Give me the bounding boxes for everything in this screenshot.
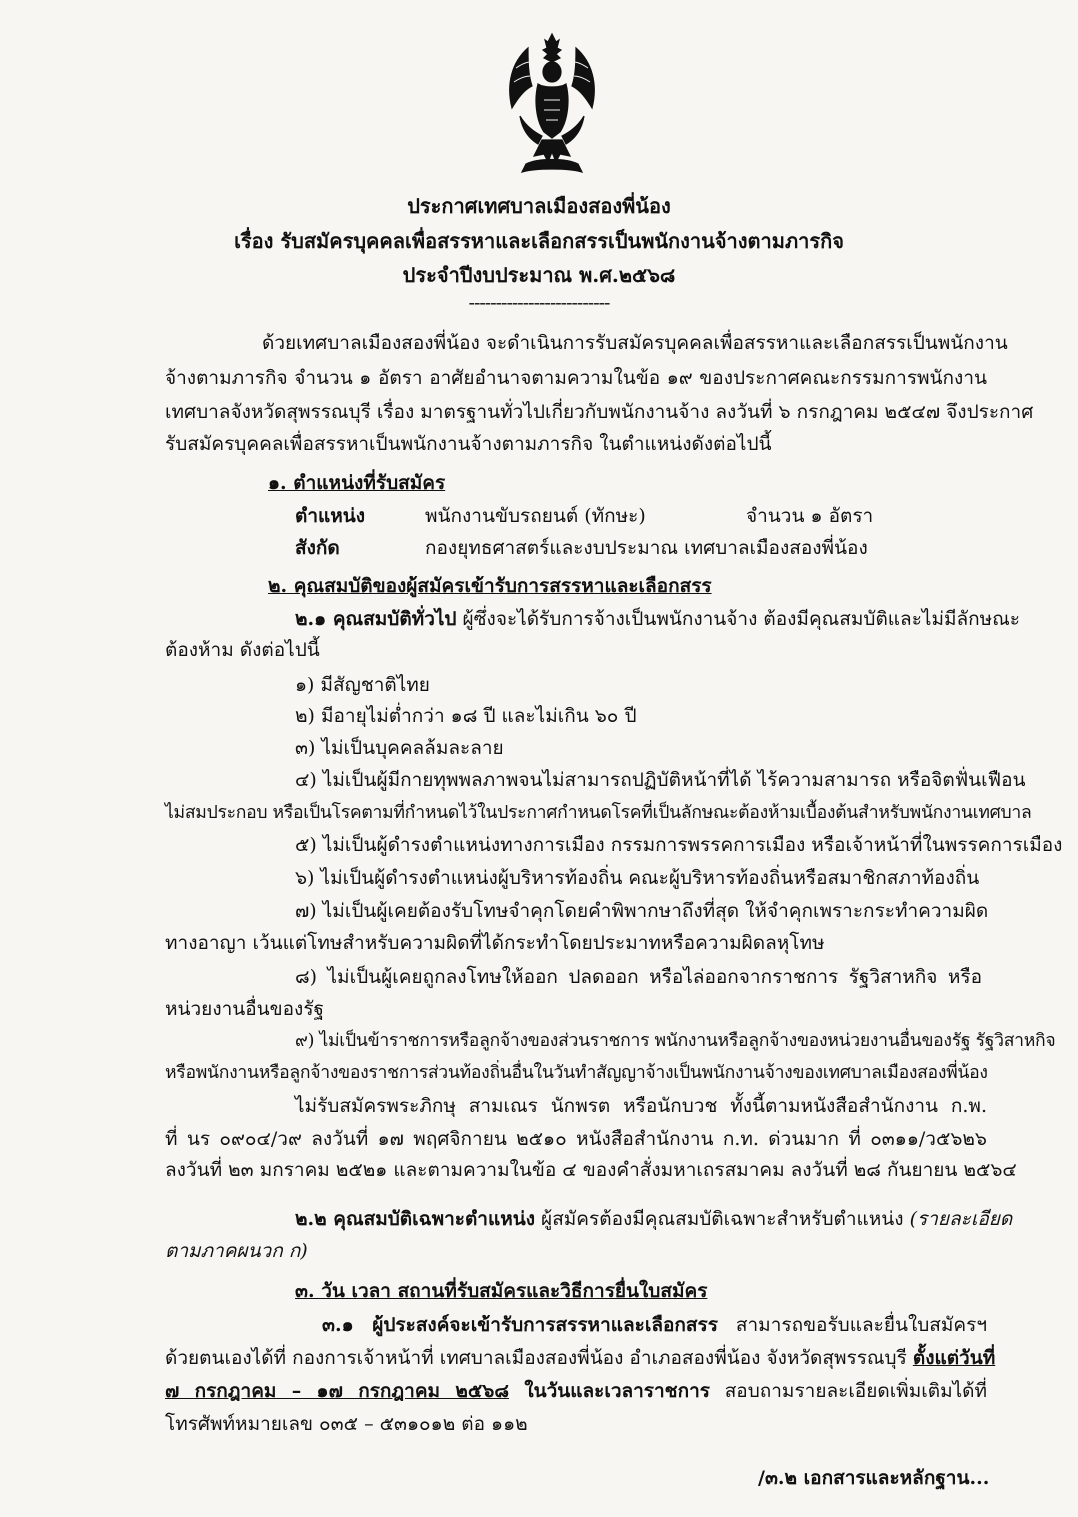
qualification-item-continued: ทางอาญา เว้นแต่โทษสำหรับความผิดที่ได้กระทำโดยประมาทหรือความผิดลหุโทษ [165,932,825,954]
section-1-heading: ๑. ตำแหน่งที่รับสมัคร [268,472,446,494]
monk-exclusion-line-3: ลงวันที่ ๒๓ มกราคม ๒๕๒๑ และตามความในข้อ ๔ ของคำสั่งมหาเถรสมาคม ลงวันที่ ๒๘ กันยายน ๒๕๖๔ [165,1159,1017,1181]
specific-qualification-text: ผู้สมัครต้องมีคุณสมบัติเฉพาะสำหรับตำแหน่ง [535,1208,910,1230]
section-3-heading: ๓. วัน เวลา สถานที่รับสมัครและวิธีการยื่นใบสมัคร [295,1280,708,1302]
specific-qualification-line-1 [295,1206,1013,1232]
position-value: พนักงานขับรถยนต์ (ทักษะ) [425,505,646,527]
application-sub-text: สามารถขอรับและยื่นใบสมัครฯ [717,1314,987,1336]
specific-qualification-line-2: ตามภาคผนวก ก) [165,1240,308,1262]
qualification-item: ๓) ไม่เป็นบุคคลล้มละลาย [295,737,504,759]
application-line-2 [165,1345,996,1371]
page-continuation: /๓.๒ เอกสารและหลักฐาน... [758,1467,990,1489]
application-location: ด้วยตนเองได้ที่ กองการเจ้าหน้าที่ เทศบาลเมืองสองพี่น้อง อำเภอสองพี่น้อง จังหวัดสุพรรณบุรี [165,1347,913,1369]
position-count: จำนวน ๑ อัตรา [746,505,874,527]
specific-qualification-label: ๒.๒ คุณสมบัติเฉพาะตำแหน่ง [295,1208,536,1230]
qualification-item: ๕) ไม่เป็นผู้ดำรงตำแหน่งทางการเมือง กรรมการพรรคการเมือง หรือเจ้าหน้าที่ในพรรคการเมือง [295,834,1063,856]
qualification-item: ๗) ไม่เป็นผู้เคยต้องรับโทษจำคุกโดยคำพิพากษาถึงที่สุด ให้จำคุกเพราะกระทำความผิด [295,900,989,922]
application-start-label: ตั้งแต่วันที่ [912,1347,996,1369]
intro-line-1: ด้วยเทศบาลเมืองสองพี่น้อง จะดำเนินการรับสมัครบุคคลเพื่อสรรหาและเลือกสรรเป็นพนักงาน [262,332,1008,354]
qualification-item: ๙) ไม่เป็นข้าราชการหรือลูกจ้างของส่วนราชการ พนักงานหรือลูกจ้างของหน่วยงานอื่นของรัฐ รัฐวิสาหกิจ [295,1031,1056,1051]
qualification-item: ๑) มีสัญชาติไทย [295,674,430,696]
affiliation-value: กองยุทธศาสตร์และงบประมาณ เทศบาลเมืองสองพี่น้อง [425,537,868,559]
qualification-item-continued: หน่วยงานอื่นของรัฐ [165,998,325,1020]
intro-line-4: รับสมัครบุคคลเพื่อสรรหาเป็นพนักงานจ้างตามภารกิจ ในตำแหน่งดังต่อไปนี้ [165,433,772,455]
application-hours: ในวันและเวลาราชการ [509,1380,710,1402]
application-phone: โทรศัพท์หมายเลข ๐๓๕ – ๕๓๑๐๑๒ ต่อ ๑๑๒ [165,1413,528,1435]
qualification-item: ๒) มีอายุไม่ต่ำกว่า ๑๘ ปี และไม่เกิน ๖๐ ปี [295,705,637,727]
intro-line-2: จ้างตามภารกิจ จำนวน ๑ อัตรา อาศัยอำนาจตามความในข้อ ๑๙ ของประกาศคณะกรรมการพนักงาน [165,367,987,389]
monk-exclusion-line-2: ที่ นร ๐๙๐๔/ว๙ ลงวันที่ ๑๗ พฤศจิกายน ๒๕๑๐ หนังสือสำนักงาน ก.ท. ด่วนมาก ที่ ๐๓๑๑/ว๕๖๒๖ [165,1128,987,1150]
document-subject: เรื่อง รับสมัครบุคคลเพื่อสรรหาและเลือกสรรเป็นพนักงานจ้างตามภารกิจ [234,229,844,253]
application-line-1 [322,1312,987,1338]
intro-line-3: เทศบาลจังหวัดสุพรรณบุรี เรื่อง มาตรฐานทั่วไปเกี่ยวกับพนักงานจ้าง ลงวันที่ ๖ กรกฎาคม ๒๕๔๗ จึงประกาศ [165,401,1034,423]
position-label: ตำแหน่ง [295,505,366,527]
monk-exclusion-line-1: ไม่รับสมัครพระภิกษุ สามเณร นักพรต หรือนักบวช ทั้งนี้ตามหนังสือสำนักงาน ก.พ. [295,1095,987,1117]
garuda-emblem-icon [498,28,606,178]
specific-qualification-detail: (รายละเอียด [909,1208,1013,1230]
application-contact-intro: สอบถามรายละเอียดเพิ่มเติมได้ที่ [709,1380,988,1402]
affiliation-label: สังกัด [295,537,340,559]
qualification-item: ๘) ไม่เป็นผู้เคยถูกลงโทษให้ออก ปลดออก หรือไล่ออกจากราชการ รัฐวิสาหกิจ หรือ [295,966,982,988]
section-2-heading: ๒. คุณสมบัติของผู้สมัครเข้ารับการสรรหาและเลือกสรร [268,575,712,597]
application-dates: ๗ กรกฎาคม – ๑๗ กรกฎาคม ๒๕๖๘ [165,1380,510,1402]
general-qualification-line-2: ต้องห้าม ดังต่อไปนี้ [165,639,320,661]
general-qualification-text: ผู้ซึ่งจะได้รับการจ้างเป็นพนักงานจ้าง ต้องมีคุณสมบัติและไม่มีลักษณะ [456,608,1021,630]
application-sub-label: ๓.๑ ผู้ประสงค์จะเข้ารับการสรรหาและเลือกสรร [322,1314,718,1336]
document-title: ประกาศเทศบาลเมืองสองพี่น้อง [407,194,671,218]
qualification-item-continued: ไม่สมประกอบ หรือเป็นโรคตามที่กำหนดไว้ในประกาศกำหนดโรคที่เป็นลักษณะต้องห้ามเบื้องต้นสำหรับพนักงานเทศบาล [165,803,1032,823]
header-separator: -------------------------- [468,292,610,314]
general-qualification-line-1 [295,606,1021,632]
qualification-item-continued: หรือพนักงานหรือลูกจ้างของราชการส่วนท้องถิ่นอื่นในวันทำสัญญาจ้างเป็นพนักงานจ้างของเทศบาลเมืองสองพี่น้อง [165,1063,988,1083]
qualification-item: ๔) ไม่เป็นผู้มีกายทุพพลภาพจนไม่สามารถปฏิบัติหน้าที่ได้ ไร้ความสามารถ หรือจิตฟั่นเฟือน [295,769,1026,791]
application-line-3 [165,1378,987,1404]
qualification-item: ๖) ไม่เป็นผู้ดำรงตำแหน่งผู้บริหารท้องถิ่น คณะผู้บริหารท้องถิ่นหรือสมาชิกสภาท้องถิ่น [295,867,980,889]
general-qualification-label: ๒.๑ คุณสมบัติทั่วไป [295,608,457,630]
fiscal-year: ประจำปีงบประมาณ พ.ศ.๒๕๖๘ [402,263,676,287]
